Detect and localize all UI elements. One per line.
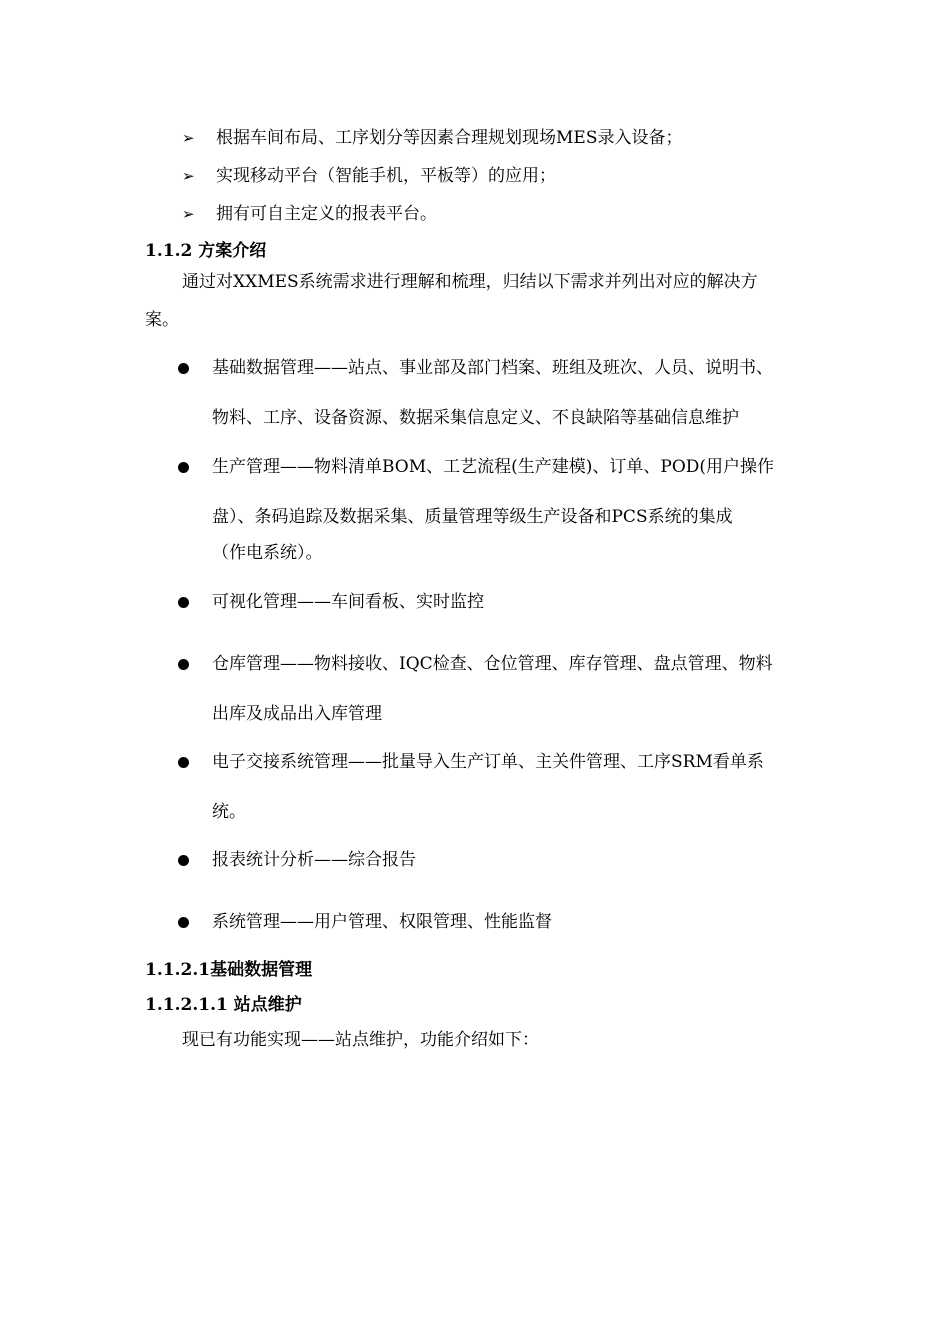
arrow-list-item-text: 根据车间布局、工序划分等因素合理规划现场MES录入设备； [216, 128, 683, 148]
section-heading-1-1-2: 1.1.2 方案介绍 [145, 241, 267, 261]
arrow-list-item [182, 202, 437, 226]
bullet-line: 基础数据管理——站点、事业部及部门档案、班组及班次、人员、说明书、 [212, 358, 773, 378]
bullet-line: 仓库管理——物料接收、IQC检查、仓位管理、库存管理、盘点管理、物料 [212, 654, 773, 674]
bullet-line: 电子交接系统管理——批量导入生产订单、主关件管理、工序SRM看单系 [212, 752, 764, 772]
arrow-bullet-icon: ➢ [182, 129, 195, 147]
bullet-line: 生产管理——物料清单BOM、工艺流程(生产建模)、订单、POD(用户操作 [212, 457, 775, 477]
arrow-bullet-icon: ➢ [182, 205, 195, 223]
paragraph-line: 通过对XXMES系统需求进行理解和梳理，归结以下需求并列出对应的解决方 [182, 272, 758, 292]
paragraph-line: 案。 [145, 310, 179, 330]
bullet-line: 出库及成品出入库管理 [212, 704, 382, 724]
bullet-line: 报表统计分析——综合报告 [212, 850, 416, 870]
bullet-line: 统。 [212, 802, 246, 822]
arrow-bullet-icon: ➢ [182, 167, 195, 185]
bullet-dot-icon [178, 597, 189, 608]
arrow-list-item-text: 拥有可自主定义的报表平台。 [216, 204, 437, 224]
bullet-line: 盘）、条码追踪及数据采集、质量管理等级生产设备和PCS系统的集成 [212, 507, 733, 527]
paragraph-line: 现已有功能实现——站点维护，功能介绍如下： [182, 1030, 539, 1050]
arrow-list-item-text: 实现移动平台（智能手机，平板等）的应用； [216, 166, 556, 186]
bullet-dot-icon [178, 363, 189, 374]
bullet-line: 系统管理——用户管理、权限管理、性能监督 [212, 912, 552, 932]
arrow-list-item [182, 164, 556, 188]
bullet-dot-icon [178, 659, 189, 670]
arrow-list-item [182, 126, 682, 150]
bullet-dot-icon [178, 757, 189, 768]
bullet-dot-icon [178, 462, 189, 473]
bullet-dot-icon [178, 917, 189, 928]
section-heading-1-1-2-1: 1.1.2.1基础数据管理 [145, 960, 313, 980]
bullet-dot-icon [178, 855, 189, 866]
bullet-line: 可视化管理——车间看板、实时监控 [212, 592, 484, 612]
bullet-line: 物料、工序、设备资源、数据采集信息定义、不良缺陷等基础信息维护 [212, 408, 739, 428]
bullet-line: （作电系统）。 [212, 543, 323, 563]
section-heading-1-1-2-1-1: 1.1.2.1.1 站点维护 [145, 995, 302, 1015]
